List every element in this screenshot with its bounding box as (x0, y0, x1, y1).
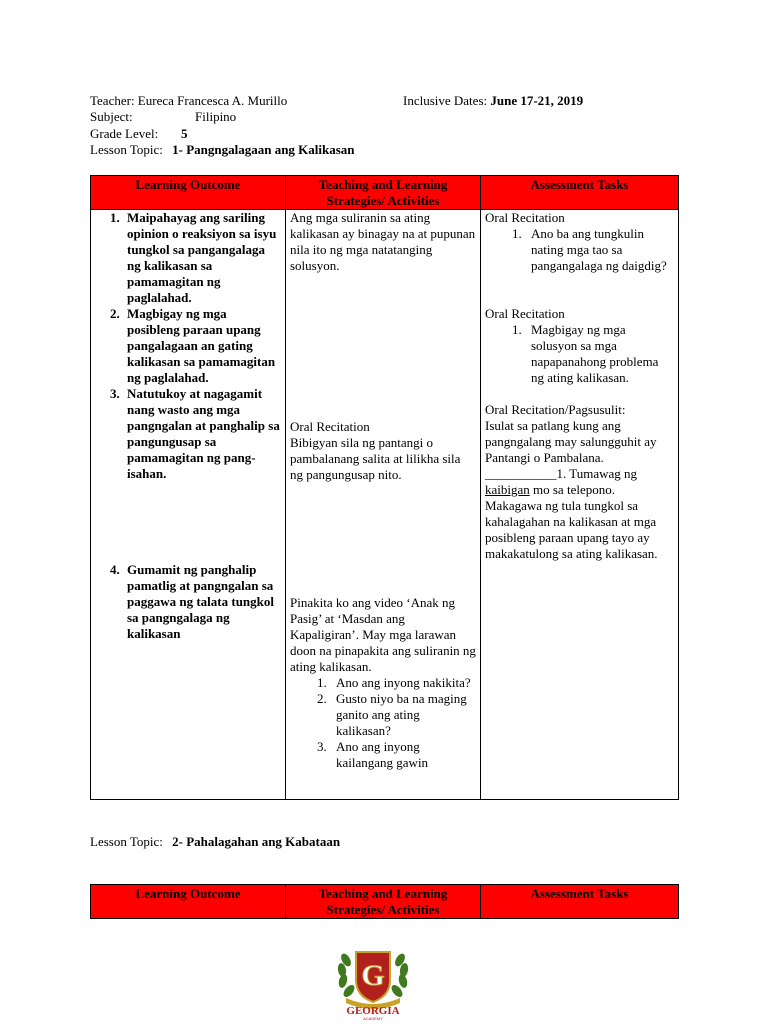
activity-2-title: Oral Recitation (290, 419, 370, 434)
lesson-topic-1-value: 1- Pangngalagaan ang Kalikasan (172, 142, 355, 157)
table-row (91, 210, 679, 800)
list-item: 1. Ano ang inyong nakikita? (330, 675, 476, 691)
dates-value: June 17-21, 2019 (490, 93, 584, 108)
assessment-3-tail: Makagawa ng tula tungkol sa kahalagahan na kalikasan at mga posibleng paraan upang tayo ay makakatulong sa ating kalikasan. (485, 498, 658, 561)
list-item: 3. Ano ang inyong kailangang gawin (330, 739, 476, 771)
lesson-plan-table-1 (90, 175, 679, 800)
grade-label: Grade Level: (90, 126, 159, 141)
lesson-topic-1-label: Lesson Topic: (90, 142, 163, 157)
outcomes-list (95, 210, 281, 482)
assessment-1-list (485, 226, 674, 274)
activity-3-questions (290, 675, 476, 771)
outcomes-cell (91, 210, 286, 800)
assessment-2-title: Oral Recitation (485, 306, 565, 321)
header-assessment: Assessment Tasks (481, 885, 679, 919)
answer-blank: ___________ (485, 466, 557, 481)
dates-label: Inclusive Dates: (403, 93, 488, 108)
header-activities: Teaching and Learning Strategies/ Activities (286, 885, 481, 919)
georgia-academy-logo (334, 940, 412, 1020)
underlined-word: kaibigan (485, 482, 530, 497)
header-assessment: Assessment Tasks (481, 176, 679, 210)
assessment-cell (481, 210, 679, 800)
lesson-topic-2 (90, 834, 340, 850)
list-item: 2. Magbigay ng mga posibleng paraan upang pangalagaan an gating kalikasan sa pamamagitan ng paglalahad. (123, 306, 281, 386)
item-text-end: mo sa telepono. (529, 482, 615, 497)
outcomes-list-2 (95, 562, 281, 642)
lesson-plan-table-2 (90, 884, 679, 919)
assessment-3-item (485, 466, 674, 498)
list-item: 4. Gumamit ng panghalip pamatlig at pangngalan sa paggawa ng talata tungkol sa pangngalaga ng kalikasan (123, 562, 281, 642)
assessment-1-title: Oral Recitation (485, 210, 565, 225)
subject-value: Filipino (195, 109, 237, 124)
activities-cell (286, 210, 481, 800)
logo-name: GEORGIA (346, 1005, 400, 1017)
header-learning-outcome: Learning Outcome (91, 176, 286, 210)
assessment-3-title: Oral Recitation/Pagsusulit: (485, 402, 626, 417)
assessment-3-text: Isulat sa patlang kung ang pangngalang may salungguhit ay Pantangi o Pambalana. (485, 418, 657, 465)
logo-sub: ACADEMY (363, 1016, 383, 1020)
list-item: 1. Magbigay ng mga solusyon sa mga napapanahong problema ng ating kalikasan. (525, 322, 674, 386)
activity-2-text: Bibigyan sila ng pantangi o pambalanang salita at lilikha sila ng pangungusap nito. (290, 435, 461, 482)
lesson-topic-2-label: Lesson Topic: (90, 834, 163, 849)
teacher-line: Teacher: Eureca Francesca A. Murillo (90, 93, 288, 108)
lesson-topic-1 (90, 142, 355, 158)
grade-value: 5 (181, 126, 188, 141)
lesson-topic-2-value: 2- Pahalagahan ang Kabataan (172, 834, 341, 849)
dates-line (403, 93, 583, 109)
activity-1: Ang mga suliranin sa ating kalikasan ay binagay na at pupunan nila ito ng mga natatanging solusyon. (290, 210, 476, 273)
assessment-2-list (485, 322, 674, 386)
table-header-row (91, 885, 679, 919)
activity-3-text: Pinakita ko ang video ‘Anak ng Pasig’ at ‘Masdan ang Kapaligiran’. May mga larawan doon na pinapakita ang suliranin ng ating kalikasan. (290, 595, 476, 674)
subject-label: Subject: (90, 109, 133, 124)
header-activities: Teaching and Learning Strategies/ Activities (286, 176, 481, 210)
list-item: 2. Gusto niyo ba na maging ganito ang ating kalikasan? (330, 691, 476, 739)
header-learning-outcome: Learning Outcome (91, 885, 286, 919)
item-text: 1. Tumawag ng (556, 466, 638, 481)
table-header-row (91, 176, 679, 210)
list-item: 1. Ano ba ang tungkulin nating mga tao sa pangangalaga ng daigdig? (525, 226, 674, 274)
list-item: 3. Natutukoy at nagagamit nang wasto ang mga pangngalan at panghalip sa pangungusap sa pamamagitan ng pang-isahan. (123, 386, 281, 482)
list-item: 1. Maipahayag ang sariling opinion o reaksiyon sa isyu tungkol sa pangangalaga ng kalikasan sa pamamagitan ng paglalahad. (123, 210, 281, 306)
logo-letter: G (361, 959, 385, 992)
